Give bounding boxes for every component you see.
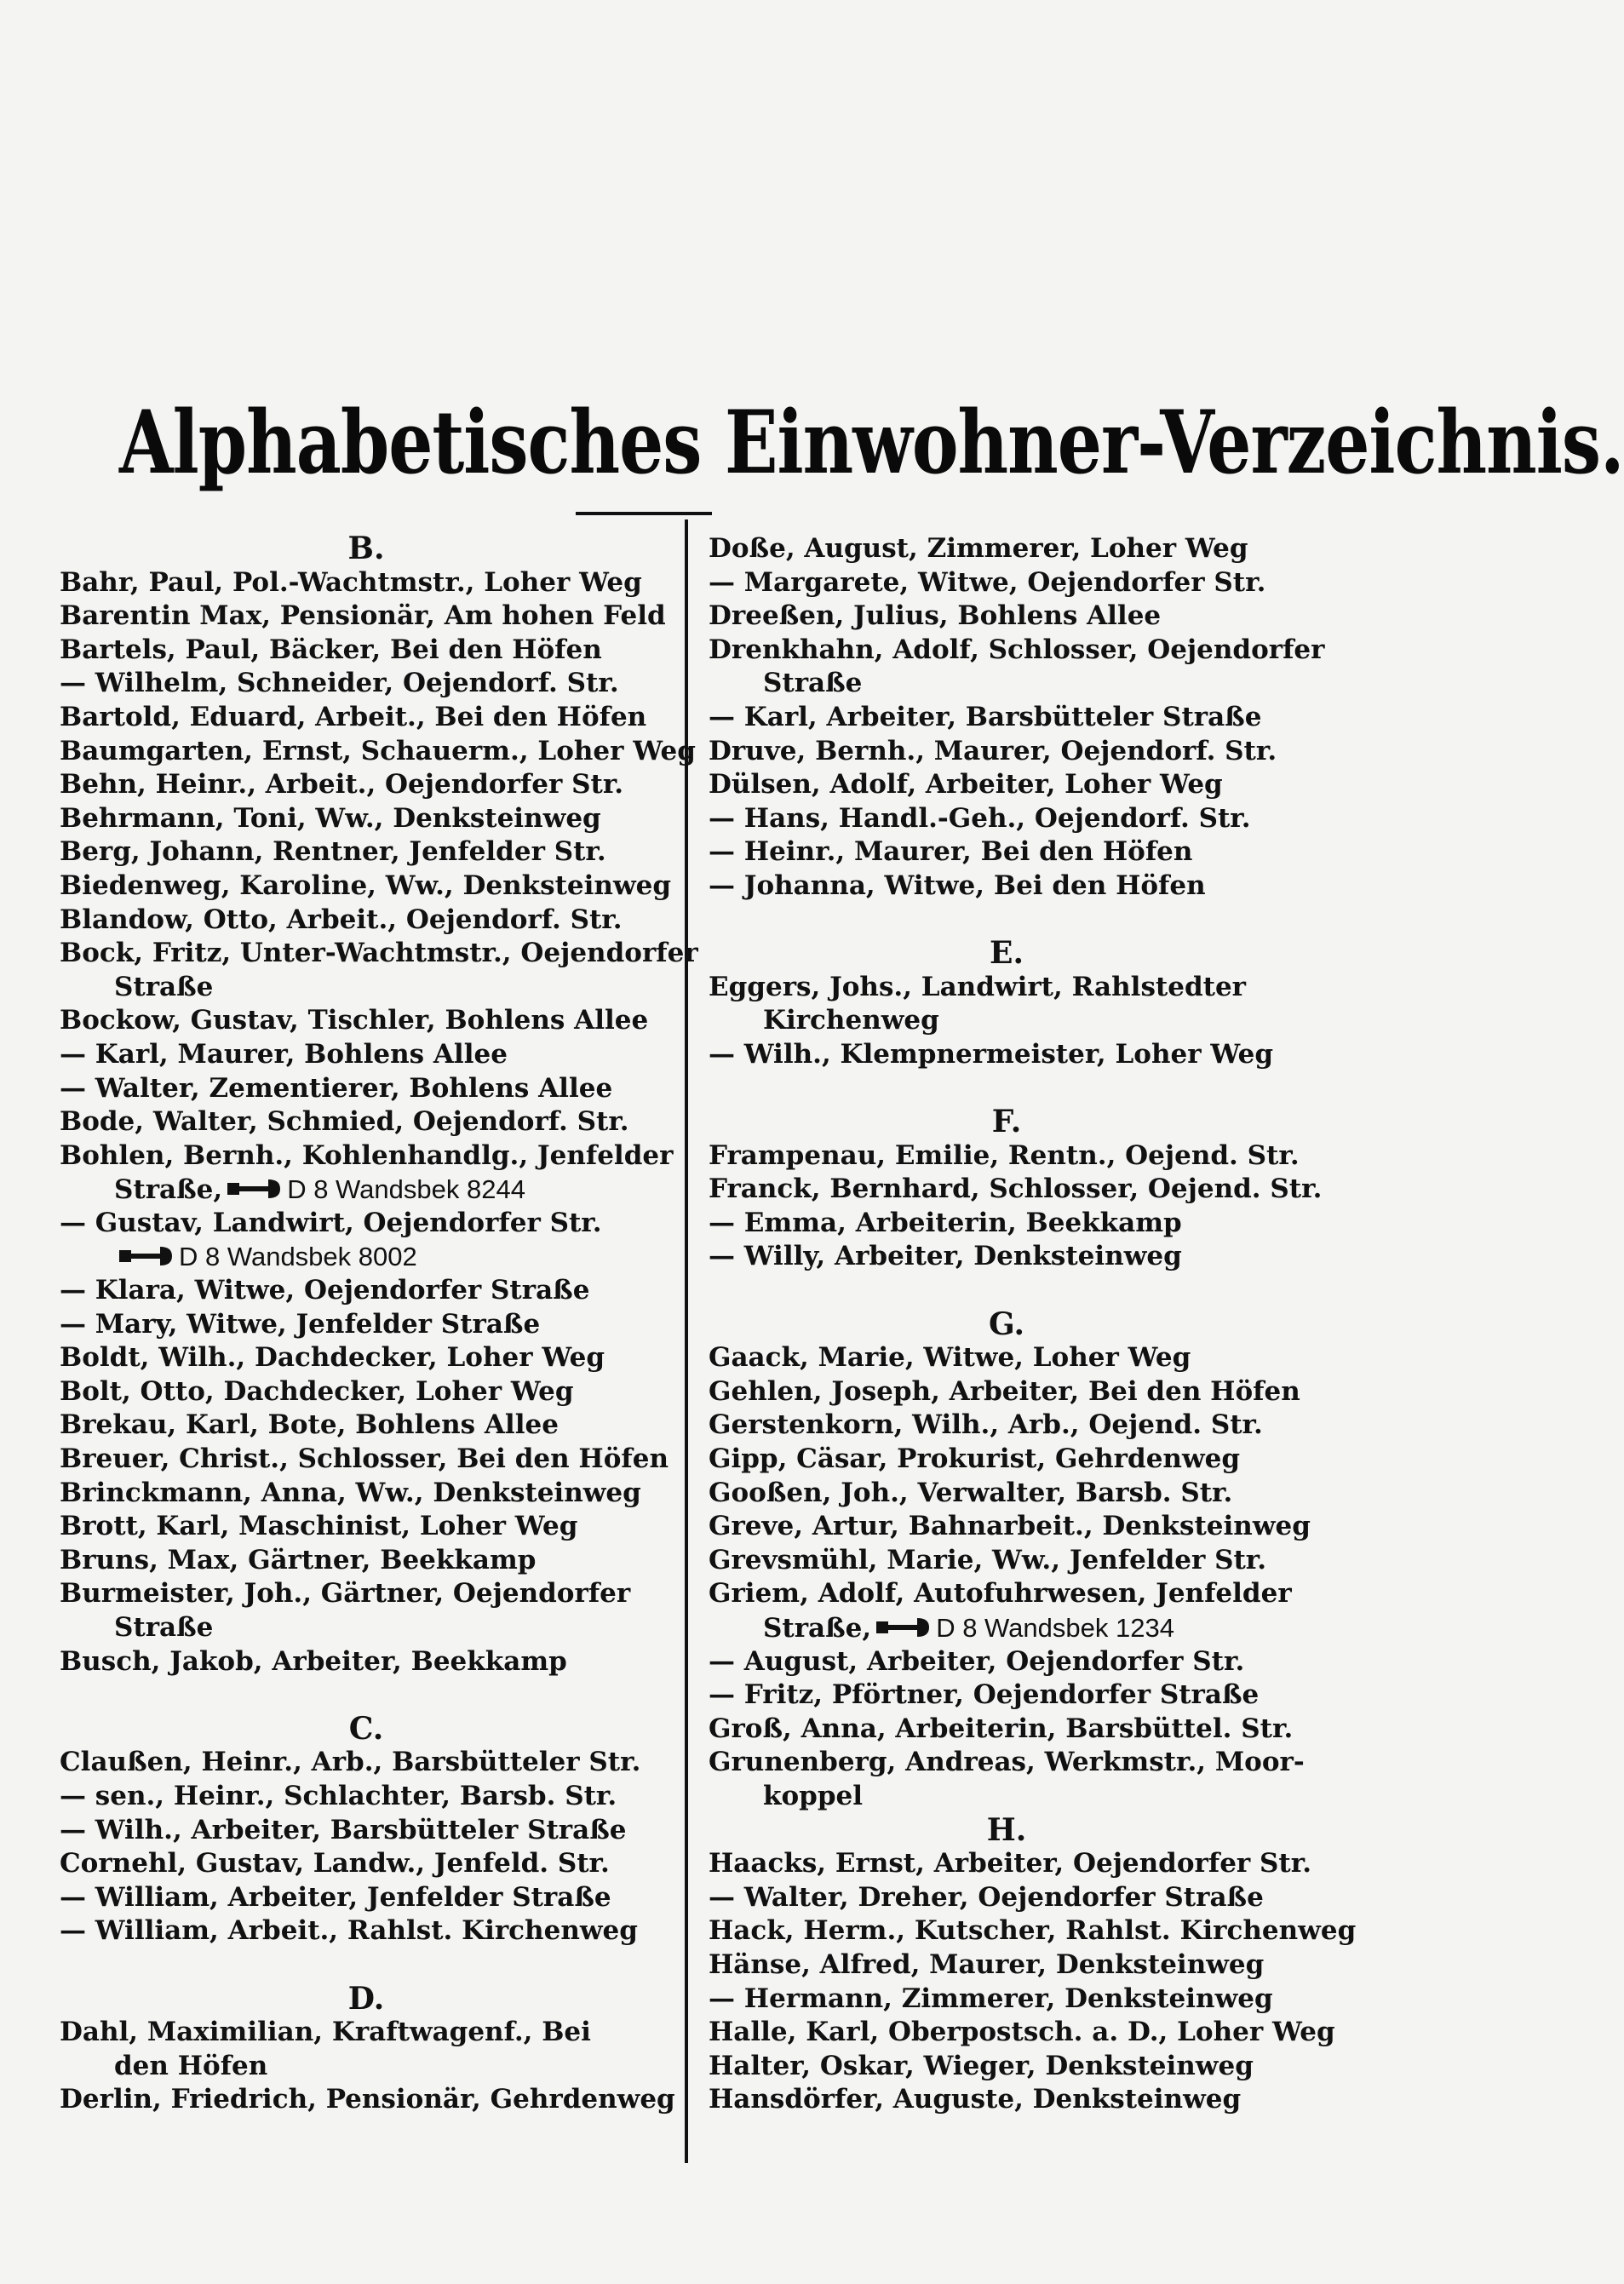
directory-entry <box>60 1645 673 1679</box>
directory-entry <box>60 634 673 668</box>
directory-entry <box>709 1510 1311 1544</box>
section-letter <box>60 532 673 566</box>
directory-entry <box>60 1105 673 1139</box>
entry-text: Bolt, Otto, Dachdecker, Loher Weg <box>60 1375 574 1407</box>
telephone-receiver-icon <box>226 1178 284 1200</box>
entry-text: Barentin Max, Pensionär, Am hohen Feld <box>60 600 666 632</box>
entry-text: koppel <box>763 1780 864 1811</box>
directory-entry <box>60 1814 673 1848</box>
directory-entry <box>60 701 673 735</box>
entry-text: Behrmann, Toni, Ww., Denksteinweg <box>60 802 601 834</box>
directory-entry <box>709 835 1305 869</box>
directory-entry <box>60 1274 673 1308</box>
entry-text: Gehlen, Joseph, Arbeiter, Bei den Höfen <box>709 1375 1300 1407</box>
directory-entry <box>60 1004 673 1038</box>
entry-text: Breuer, Christ., Schlosser, Bei den Höfen <box>60 1443 669 1475</box>
entry-text: — Walter, Dreher, Oejendorfer Straße <box>709 1881 1264 1913</box>
entry-text: — Gustav, Landwirt, Oejendorfer Str. <box>60 1207 602 1238</box>
directory-entry <box>60 1881 673 1915</box>
entry-text: D. <box>347 1980 385 2017</box>
directory-entry <box>709 2016 1335 2050</box>
entry-text: Grevsmühl, Marie, Ww., Jenfelder Str. <box>709 1544 1267 1575</box>
entry-text: Hansdörfer, Auguste, Denksteinweg <box>709 2084 1242 2115</box>
entry-text: Bockow, Gustav, Tischler, Bohlens Allee <box>60 1005 649 1036</box>
directory-entry <box>60 2016 673 2050</box>
directory-entry <box>709 1983 1305 2017</box>
entry-text: Behn, Heinr., Arbeit., Oejendorfer Str. <box>60 769 624 801</box>
directory-entry <box>709 1341 1305 1375</box>
entry-text: Derlin, Friedrich, Pensionär, Gehrdenweg <box>60 2084 675 2115</box>
directory-entry <box>709 1881 1305 1915</box>
entry-text: Claußen, Heinr., Arb., Barsbütteler Str. <box>60 1747 641 1778</box>
directory-entry <box>60 566 673 600</box>
directory-entry <box>60 1847 673 1881</box>
directory-entry <box>60 600 673 634</box>
entry-text: Dahl, Maximilian, Kraftwagenf., Bei <box>60 2017 591 2048</box>
entry-text: — Willy, Arbeiter, Denksteinweg <box>709 1241 1182 1272</box>
directory-entry <box>60 1510 673 1544</box>
entry-text: Halle, Karl, Oberpostsch. a. D., Loher Weg <box>709 2017 1335 2048</box>
spacer <box>60 1679 673 1713</box>
entry-text: B. <box>347 531 385 566</box>
entry-text: Brott, Karl, Maschinist, Loher Weg <box>60 1511 578 1542</box>
section-letter <box>60 1710 673 1747</box>
directory-entry <box>60 735 696 769</box>
directory-entry <box>60 1341 673 1375</box>
entry-text: Kirchenweg <box>763 1005 939 1036</box>
telephone-receiver-icon <box>118 1245 175 1267</box>
entry-text: Bartold, Eduard, Arbeit., Bei den Höfen <box>60 701 647 732</box>
directory-entry <box>709 2050 1305 2084</box>
directory-entry <box>60 869 673 904</box>
entry-text: Straße <box>114 1612 214 1643</box>
directory-entry <box>60 1914 673 1948</box>
directory-entry <box>60 1780 673 1814</box>
entry-text: — Karl, Maurer, Bohlens Allee <box>60 1038 508 1070</box>
spacer <box>709 1274 1305 1308</box>
entry-text: Bruns, Max, Gärtner, Beekkamp <box>60 1544 537 1575</box>
entry-text: Brekau, Karl, Bote, Bohlens Allee <box>60 1409 559 1441</box>
entry-text: Groß, Anna, Arbeiterin, Barsbüttel. Str. <box>709 1713 1294 1744</box>
section-letter <box>709 937 1305 971</box>
directory-entry <box>709 532 1305 566</box>
entry-text: Bartels, Paul, Bäcker, Bei den Höfen <box>60 634 602 665</box>
entry-text: Berg, Johann, Rentner, Jenfelder Str. <box>60 836 606 868</box>
left-column <box>60 531 698 2117</box>
entry-continuation <box>709 1780 1305 1814</box>
entry-text: — Mary, Witwe, Jenfelder Straße <box>60 1308 541 1340</box>
entry-text: G. <box>989 1306 1024 1342</box>
entry-text: — Hans, Handl.-Geh., Oejendorf. Str. <box>709 802 1251 834</box>
directory-entry <box>709 1914 1357 1948</box>
entry-text: — Klara, Witwe, Oejendorfer Straße <box>60 1275 590 1306</box>
directory-entry <box>60 667 673 701</box>
entry-text: Hänse, Alfred, Maurer, Denksteinweg <box>709 1948 1265 1980</box>
directory-entry <box>709 1746 1305 1780</box>
right-column <box>709 532 1357 2117</box>
entry-text: Grunenberg, Andreas, Werkmstr., Moor- <box>709 1747 1305 1778</box>
directory-entry <box>60 2083 673 2117</box>
directory-entry <box>60 1577 673 1611</box>
entry-text: H. <box>986 1811 1027 1848</box>
entry-text: Haacks, Ernst, Arbeiter, Oejendorfer Str. <box>709 1848 1312 1879</box>
directory-entry <box>709 1409 1305 1443</box>
spacer <box>60 1948 673 1983</box>
entry-text: Busch, Jakob, Arbeiter, Beekkamp <box>60 1645 567 1677</box>
directory-entry <box>60 1746 673 1780</box>
directory-entry <box>60 1409 673 1443</box>
entry-text: Boldt, Wilh., Dachdecker, Loher Weg <box>60 1342 605 1374</box>
entry-text: Straße, <box>114 1174 223 1206</box>
directory-entry <box>60 1477 673 1511</box>
directory-entry <box>709 1577 1305 1611</box>
directory-entry <box>709 971 1305 1005</box>
directory-entry <box>709 701 1305 735</box>
entry-text: Frampenau, Emilie, Rentn., Oejend. Str. <box>709 1139 1300 1171</box>
directory-entry <box>60 835 673 869</box>
entry-text: Doße, August, Zimmerer, Loher Weg <box>709 533 1248 564</box>
directory-entry <box>709 1544 1305 1578</box>
entry-continuation <box>709 1611 1305 1645</box>
entry-text: Franck, Bernhard, Schlosser, Oejend. Str. <box>709 1174 1323 1205</box>
entry-text: Gaack, Marie, Witwe, Loher Weg <box>709 1342 1191 1374</box>
directory-entry <box>60 904 673 938</box>
entry-text: — Emma, Arbeiterin, Beekkamp <box>709 1207 1182 1238</box>
entry-text: — Wilh., Arbeiter, Barsbütteler Straße <box>60 1814 627 1845</box>
telephone-receiver-icon <box>875 1616 933 1638</box>
entry-text: Straße <box>114 971 214 1002</box>
entry-continuation <box>60 1611 673 1645</box>
entry-text: F. <box>991 1104 1022 1140</box>
spacer <box>709 1072 1305 1106</box>
entry-text: Baumgarten, Ernst, Schauerm., Loher Weg <box>60 735 696 766</box>
directory-entry <box>60 1139 673 1174</box>
entry-continuation <box>709 667 1305 701</box>
directory-entry <box>709 1038 1305 1072</box>
entry-text: — Hermann, Zimmerer, Denksteinweg <box>709 1983 1273 2014</box>
entry-text: Eggers, Johs., Landwirt, Rahlstedter <box>709 971 1247 1002</box>
entry-text: Druve, Bernh., Maurer, Oejendorf. Str. <box>709 735 1277 766</box>
entry-text: C. <box>348 1710 384 1747</box>
directory-entry <box>709 1207 1305 1241</box>
directory-entry <box>709 1948 1305 1983</box>
directory-entry <box>709 802 1305 836</box>
entry-text: Blandow, Otto, Arbeit., Oejendorf. Str. <box>60 904 623 935</box>
entry-text: Dreeßen, Julius, Bohlens Allee <box>709 600 1162 632</box>
entry-text: — Heinr., Maurer, Bei den Höfen <box>709 836 1193 868</box>
entry-text: — Karl, Arbeiter, Barsbütteler Straße <box>709 701 1262 732</box>
entry-text: Gipp, Cäsar, Prokurist, Gehrdenweg <box>709 1443 1241 1475</box>
directory-entry <box>709 1713 1305 1747</box>
entry-text: — Johanna, Witwe, Bei den Höfen <box>709 869 1206 901</box>
entry-text: Hack, Herm., Kutscher, Rahlst. Kirchenweg <box>709 1915 1357 1947</box>
entry-text: — Walter, Zementierer, Bohlens Allee <box>60 1072 613 1104</box>
entry-text: — William, Arbeit., Rahlst. Kirchenweg <box>60 1915 638 1947</box>
phone-number: D 8 Wandsbek 8002 <box>179 1242 417 1272</box>
entry-text: — Fritz, Pförtner, Oejendorfer Straße <box>709 1679 1260 1711</box>
directory-entry <box>709 600 1305 634</box>
entry-text: — Margarete, Witwe, Oejendorfer Str. <box>709 566 1266 598</box>
entry-text: Straße, <box>763 1613 872 1644</box>
directory-entry <box>709 1443 1305 1477</box>
entry-text: den Höfen <box>114 2050 268 2081</box>
entry-text: — Wilhelm, Schneider, Oejendorf. Str. <box>60 668 619 699</box>
entry-text: — sen., Heinr., Schlachter, Barsb. Str. <box>60 1780 617 1811</box>
directory-entry <box>60 1207 673 1241</box>
section-letter <box>60 1980 673 2017</box>
entry-text: Biedenweg, Karoline, Ww., Denksteinweg <box>60 869 672 901</box>
entry-text: Gerstenkorn, Wilh., Arb., Oejend. Str. <box>709 1409 1263 1441</box>
entry-text: Griem, Adolf, Autofuhrwesen, Jenfelder <box>709 1578 1292 1610</box>
entry-text: E. <box>990 935 1024 972</box>
entry-text: Bock, Fritz, Unter-Wachtmstr., Oejendorfer <box>60 938 698 969</box>
directory-entry <box>709 1240 1305 1274</box>
entry-text: Drenkhahn, Adolf, Schlosser, Oejendorfer <box>709 634 1325 665</box>
directory-entry <box>60 1308 673 1342</box>
directory-entry <box>709 1679 1305 1713</box>
entry-text: Greve, Artur, Bahnarbeit., Denksteinweg <box>709 1511 1311 1542</box>
entry-text: Bode, Walter, Schmied, Oejendorf. Str. <box>60 1106 629 1138</box>
directory-entry <box>709 1173 1323 1207</box>
phone-number: D 8 Wandsbek 1234 <box>936 1613 1174 1643</box>
phone-number: D 8 Wandsbek 8244 <box>287 1174 525 1205</box>
directory-entry <box>709 1645 1305 1679</box>
section-letter <box>709 1308 1305 1342</box>
entry-text: Dülsen, Adolf, Arbeiter, Loher Weg <box>709 769 1223 801</box>
spacer <box>709 904 1305 938</box>
entry-text: — August, Arbeiter, Oejendorfer Str. <box>709 1645 1245 1677</box>
entry-text: Brinckmann, Anna, Ww., Denksteinweg <box>60 1477 641 1508</box>
section-letter <box>709 1811 1305 1848</box>
directory-entry <box>709 1375 1305 1409</box>
entry-text: Halter, Oskar, Wieger, Denksteinweg <box>709 2050 1254 2081</box>
directory-entry <box>709 634 1325 668</box>
directory-entry <box>709 2083 1305 2117</box>
entry-text: Burmeister, Joh., Gärtner, Oejendorfer <box>60 1578 631 1610</box>
directory-entry <box>709 735 1305 769</box>
directory-entry <box>709 1477 1305 1511</box>
entry-text: Gooßen, Joh., Verwalter, Barsb. Str. <box>709 1477 1233 1508</box>
entry-continuation <box>709 1004 1305 1038</box>
directory-entry <box>709 768 1305 802</box>
section-letter <box>709 1105 1305 1139</box>
title-rule <box>576 512 712 515</box>
entry-continuation <box>60 2050 673 2084</box>
directory-entry <box>60 1443 673 1477</box>
directory-entry <box>60 802 673 836</box>
directory-entry <box>60 768 673 802</box>
entry-text: — Wilh., Klempnermeister, Loher Weg <box>709 1038 1274 1070</box>
directory-entry <box>60 937 698 971</box>
entry-text: Bahr, Paul, Pol.-Wachtmstr., Loher Weg <box>60 566 642 598</box>
entry-text: Straße <box>763 668 863 699</box>
entry-text: Cornehl, Gustav, Landw., Jenfeld. Str. <box>60 1848 610 1879</box>
entry-continuation <box>60 1240 673 1274</box>
directory-entry <box>709 566 1305 600</box>
entry-continuation <box>60 1173 673 1207</box>
page-title: Alphabetisches Einwohner-Verzeichnis. <box>119 392 1624 494</box>
directory-entry <box>60 1544 673 1578</box>
directory-entry <box>709 869 1305 904</box>
directory-entry <box>60 1038 673 1072</box>
directory-entry <box>60 1072 673 1106</box>
directory-entry <box>709 1139 1305 1174</box>
directory-entry <box>60 1375 673 1409</box>
entry-text: Bohlen, Bernh., Kohlenhandlg., Jenfelder <box>60 1139 674 1171</box>
directory-entry <box>709 1847 1312 1881</box>
entry-continuation <box>60 971 673 1005</box>
entry-text: — William, Arbeiter, Jenfelder Straße <box>60 1881 611 1913</box>
